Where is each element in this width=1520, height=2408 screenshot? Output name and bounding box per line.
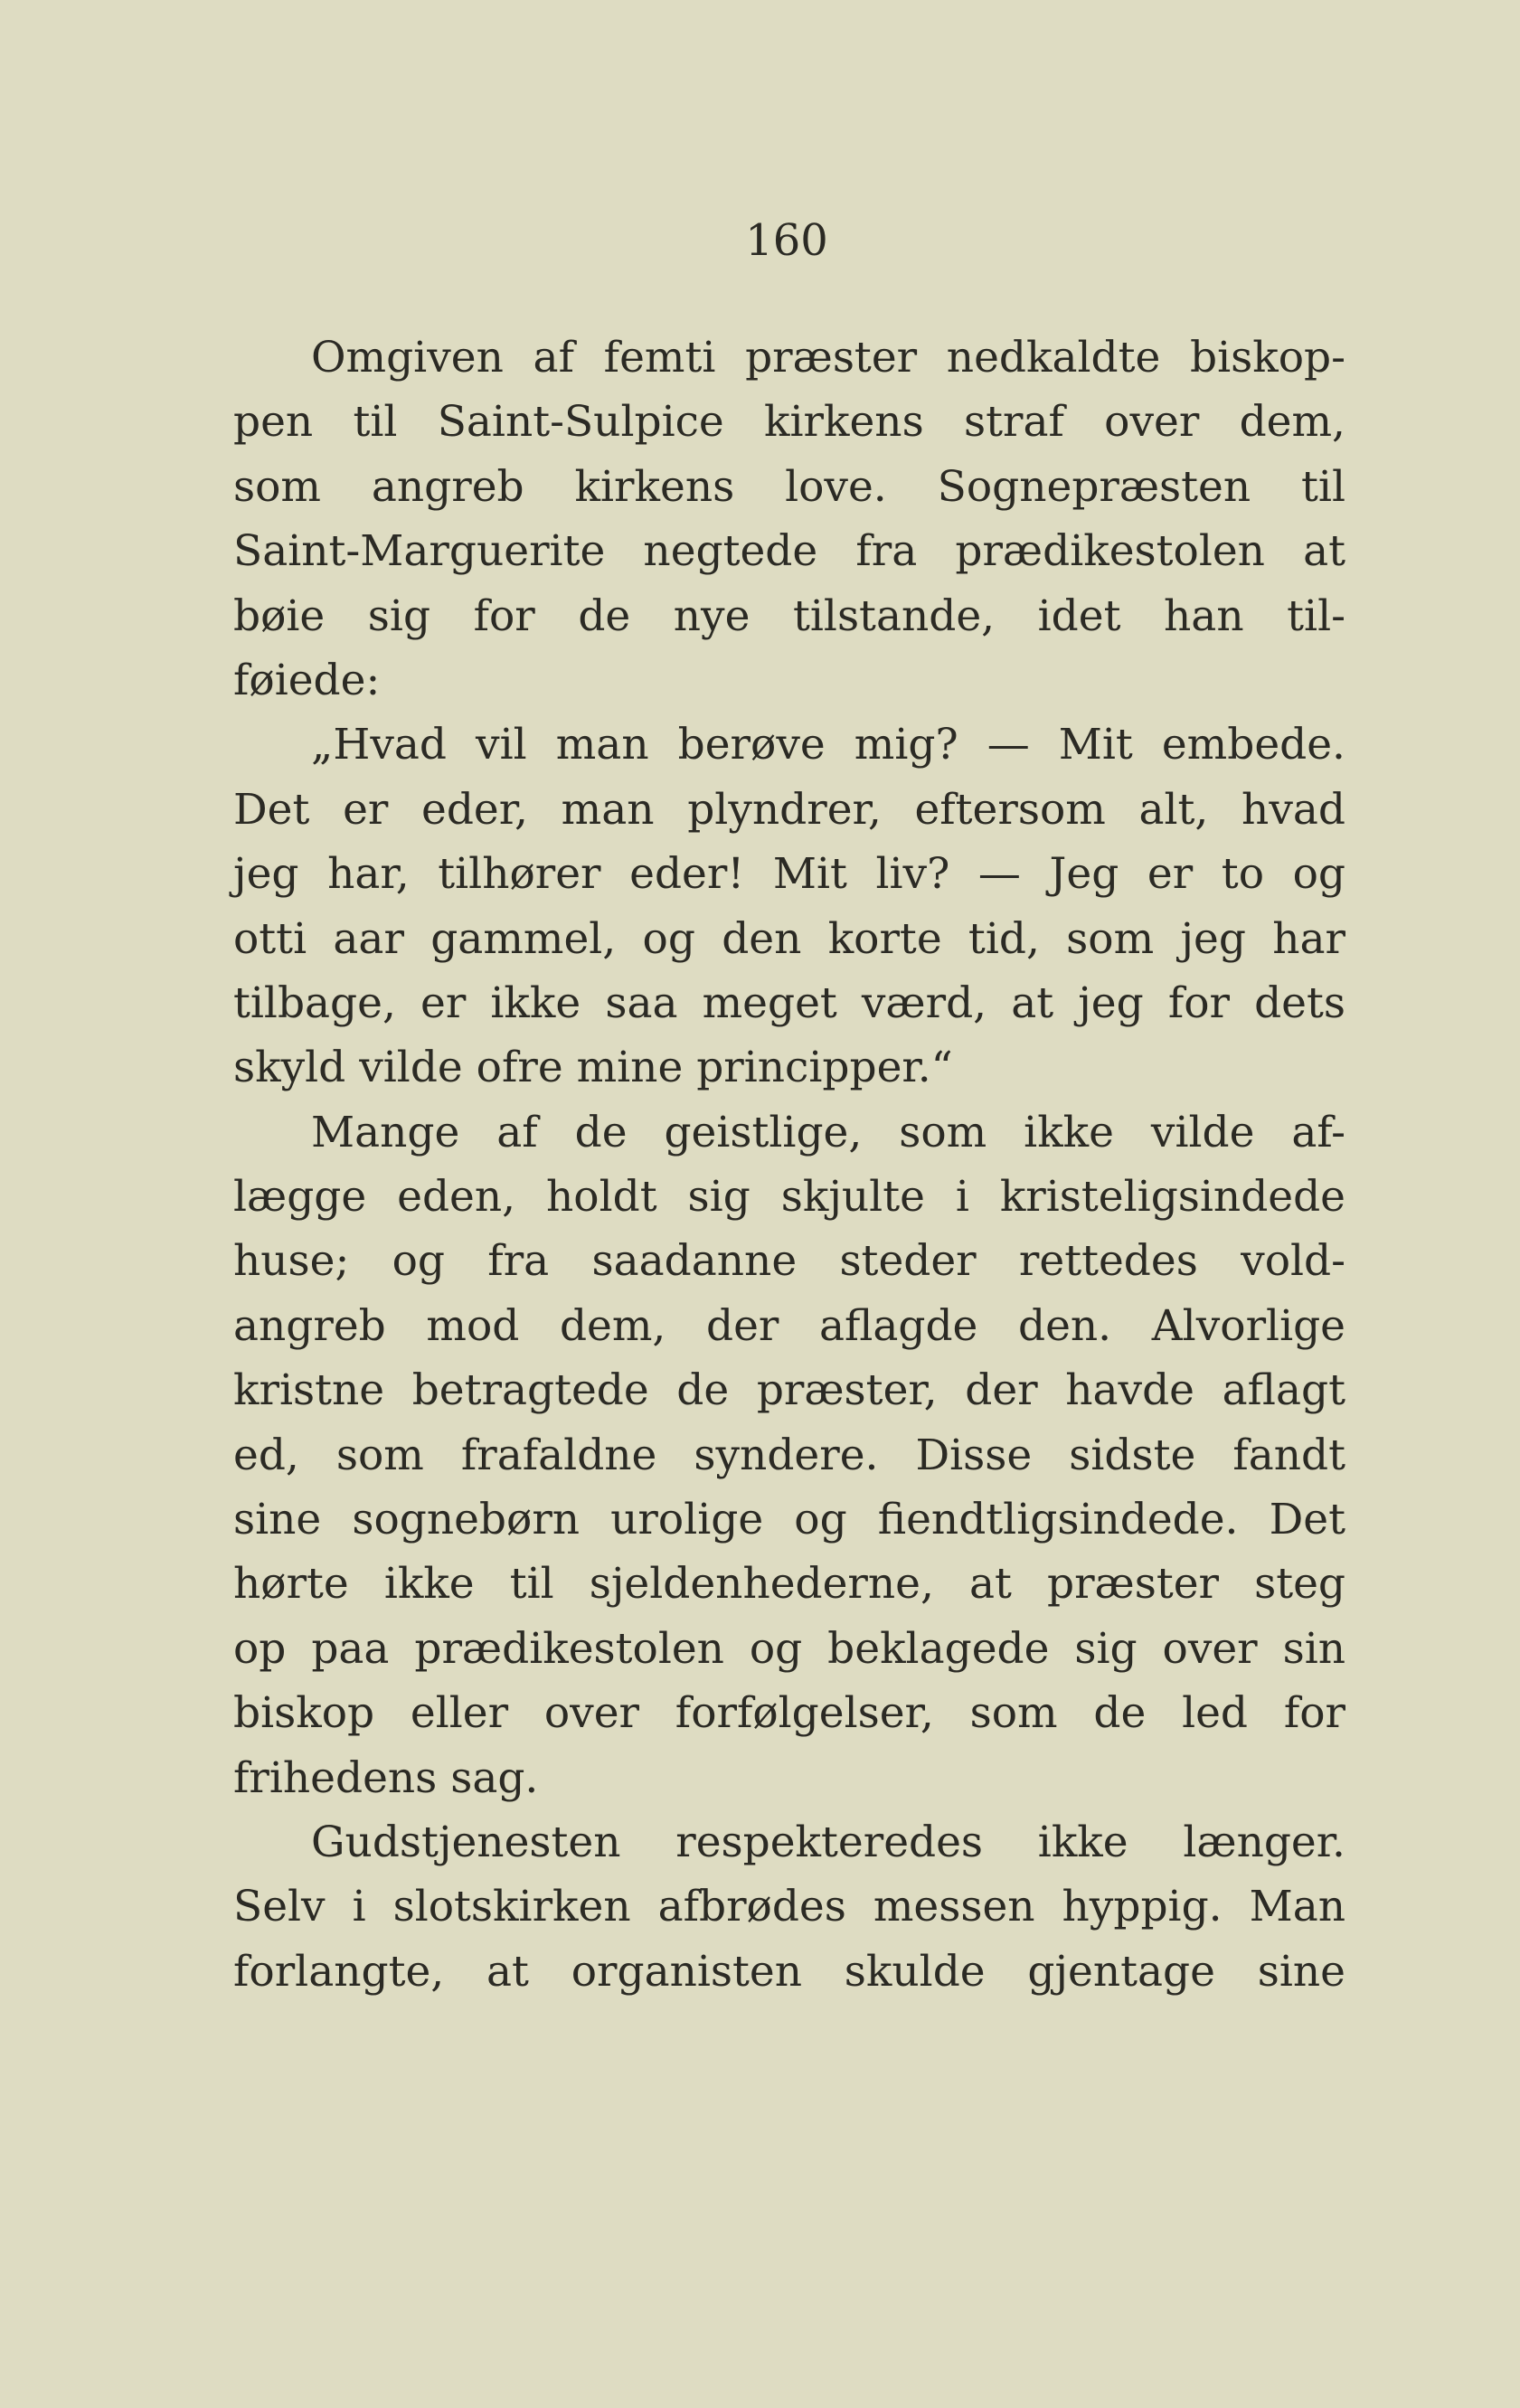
text-line: „Hvad vil man berøve mig? — Mit embede. (311, 720, 1345, 770)
text-line: hørte ikke til sjeldenhederne, at præster steg (233, 1559, 1345, 1610)
text-line: Omgiven af femti præster nedkaldte biskop- (311, 333, 1345, 382)
text-line: Gudstjenesten respekteredes ikke længer. (311, 1817, 1345, 1867)
text-line: lægge eden, holdt sig skjulte i kristeligsindede (233, 1172, 1345, 1223)
text-line: ed, som frafaldne syndere. Disse sidste fandt (233, 1430, 1345, 1480)
text-line: sine sognebørn urolige og fiendtligsindede. Det (233, 1495, 1345, 1545)
text-line: op paa prædikestolen og beklagede sig over sin (233, 1623, 1345, 1674)
text-line: kristne betragtede de præster, der havde aflagt (233, 1365, 1345, 1416)
text-line: forlangte, at organisten skulde gjentage sine (233, 1946, 1345, 1997)
text-line: føiede: (233, 655, 381, 705)
text-line: Saint-Marguerite negtede fra prædikestolen at (233, 526, 1345, 577)
text-line: angreb mod dem, der aflagde den. Alvorlige (233, 1300, 1345, 1351)
page-number: 160 (745, 215, 828, 266)
body-text (233, 326, 1345, 2004)
text-line: skyld vilde ofre mine principper.“ (233, 1043, 953, 1093)
text-line: biskop eller over forfølgelser, som de led for (233, 1688, 1345, 1739)
text-line: pen til Saint-Sulpice kirkens straf over dem, (233, 397, 1345, 448)
text-line: jeg har, tilhører eder! Mit liv? — Jeg er to og (233, 849, 1345, 900)
text-line: tilbage, er ikke saa meget værd, at jeg for dets (233, 977, 1345, 1028)
text-line: Det er eder, man plyndrer, eftersom alt, hvad (233, 784, 1345, 835)
text-line: frihedens sag. (233, 1752, 539, 1803)
text-line: Selv i slotskirken afbrødes messen hyppig. Man (233, 1882, 1345, 1932)
text-line: huse; og fra saadanne steder rettedes vold- (233, 1236, 1345, 1287)
text-line: bøie sig for de nye tilstande, idet han til- (233, 590, 1345, 641)
text-line: otti aar gammel, og den korte tid, som jeg har (233, 913, 1345, 964)
text-line: Mange af de geistlige, som ikke vilde af- (311, 1107, 1345, 1157)
text-line: som angreb kirkens love. Sognepræsten til (233, 461, 1345, 512)
